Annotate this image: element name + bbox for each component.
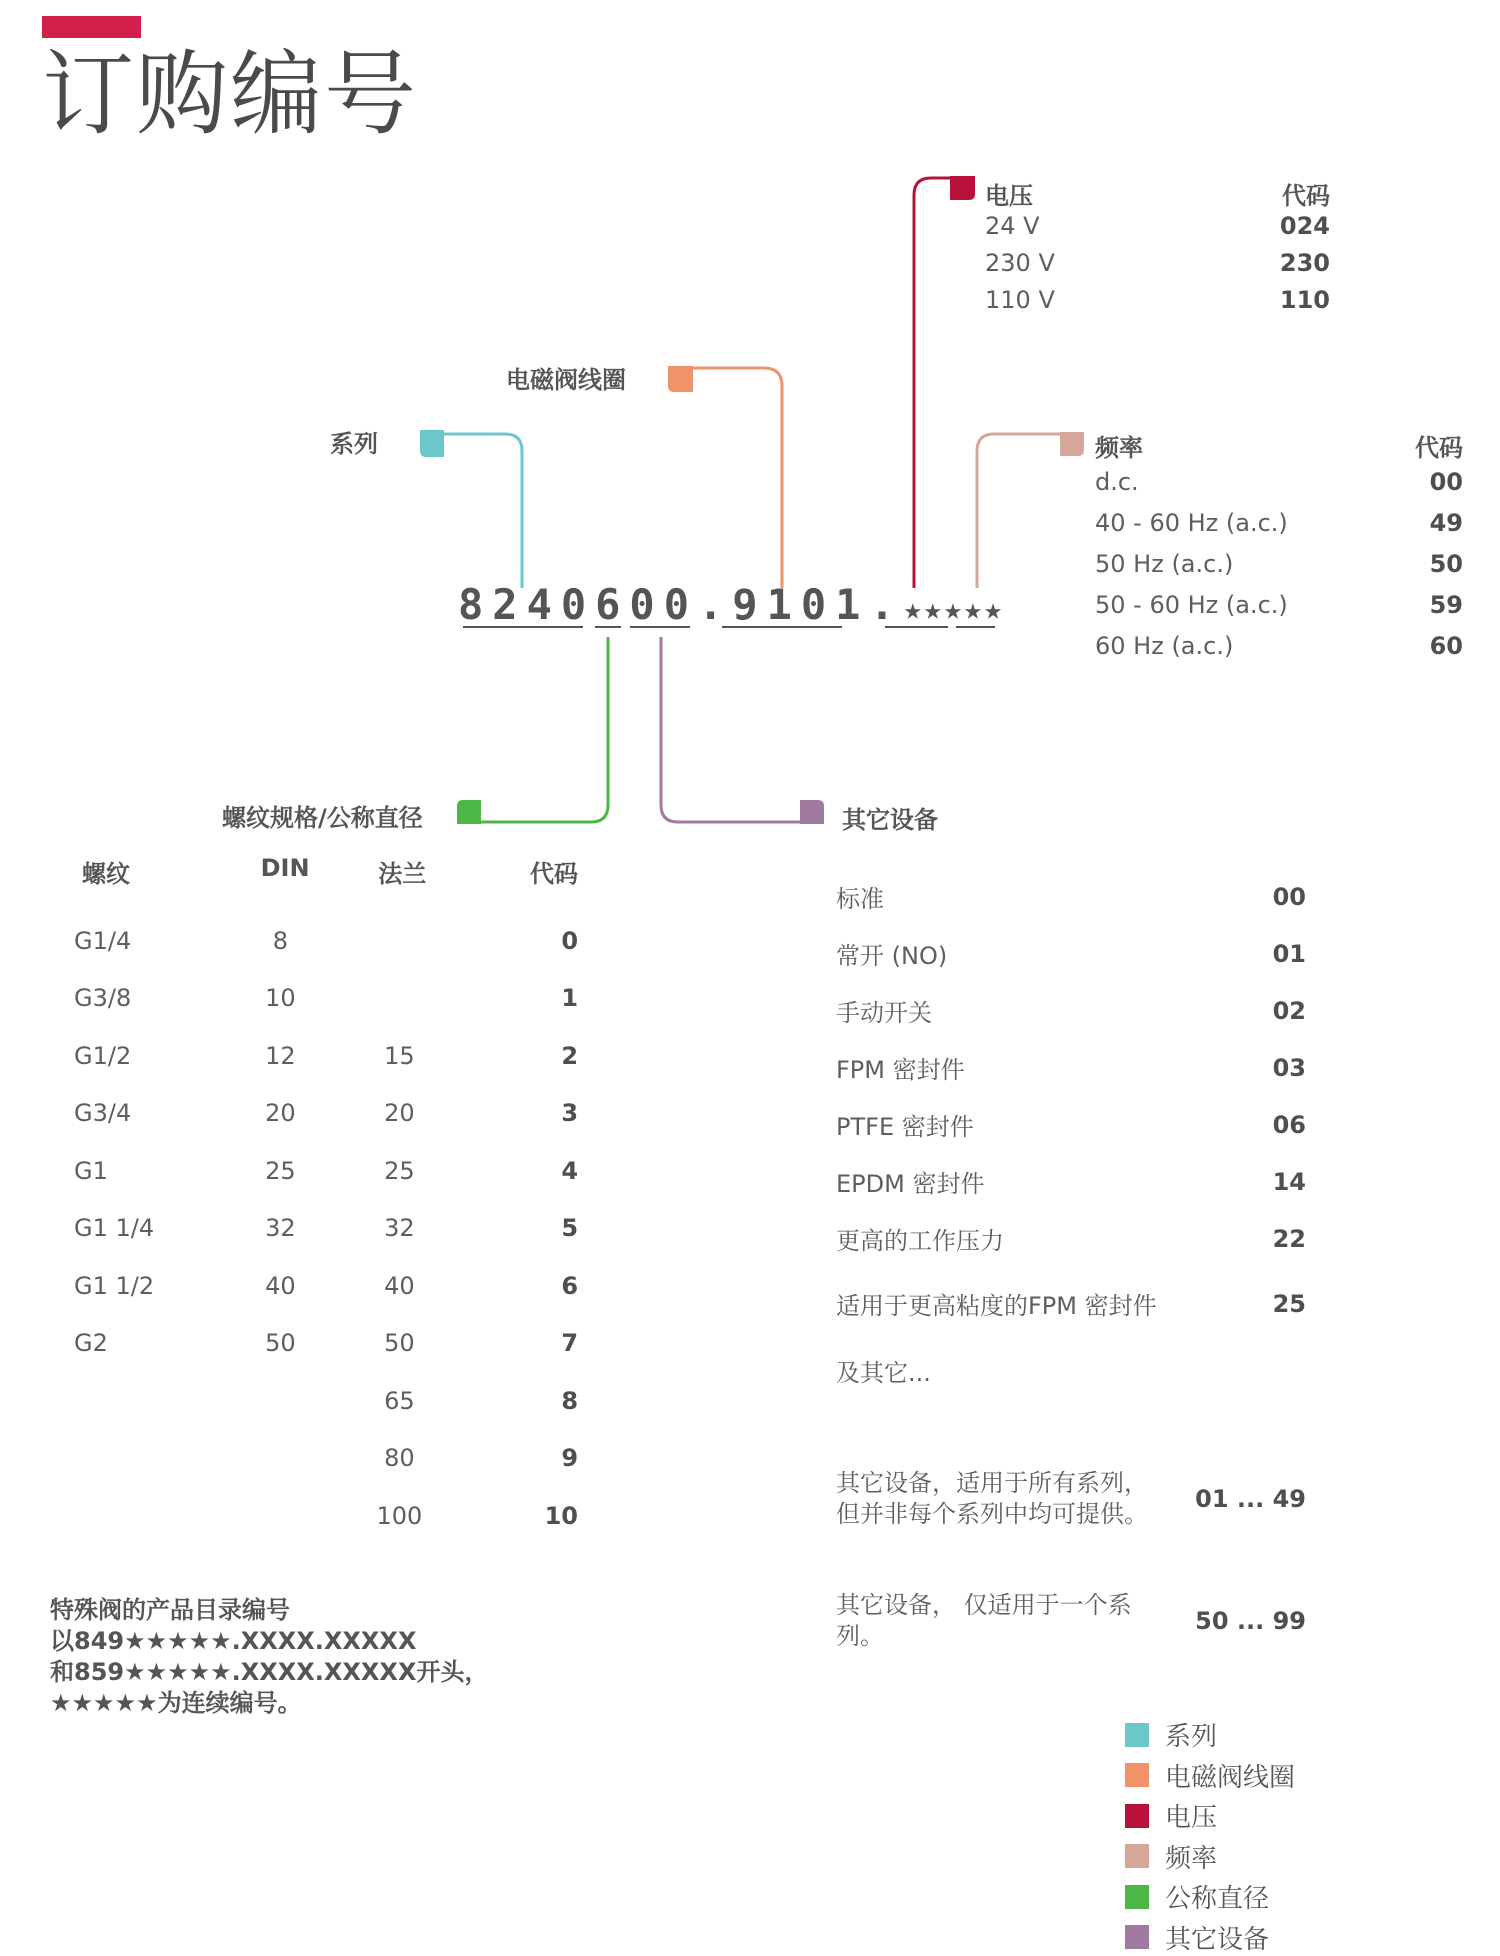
frequency-table: [1095, 428, 1463, 673]
table-row: G1 1/2 40 40 6: [74, 1271, 579, 1300]
legend-swatch-icon: [1125, 1723, 1149, 1747]
voltage-table: [985, 176, 1330, 323]
coil-connector-line: [668, 368, 782, 588]
table-row: 50 Hz (a.c.) 50: [1095, 550, 1463, 578]
coil-chip-icon: [668, 366, 693, 392]
table-row: d.c. 00: [1095, 468, 1463, 496]
legend-swatch-icon: [1125, 1763, 1149, 1787]
table-row: 50 - 60 Hz (a.c.) 59: [1095, 591, 1463, 619]
table-row: 及其它...: [836, 1358, 931, 1387]
thread-table: [70, 854, 578, 1545]
other-label: 其它设备: [842, 806, 938, 834]
order-code: [458, 580, 1004, 629]
table-row: 手动开关 02: [836, 996, 1306, 1027]
special-valve-note: 特殊阀的产品目录编号 以849★★★★★.XXXX.XXXXX 和859★★★★★.XXXX.XXXXX开头， ★★★★★为连续编号。: [50, 1596, 489, 1717]
table-row: 标准 00: [836, 882, 1306, 913]
table-header-row: 螺纹 DIN 法兰 代码: [82, 854, 579, 888]
table-row: 24 V 024: [985, 212, 1330, 240]
other-table: [836, 868, 1306, 1400]
table-row: G3/8 10 1: [74, 984, 579, 1013]
order-code-stars: ★★★★★: [903, 592, 1005, 627]
table-row: FPM 密封件 03: [836, 1053, 1306, 1084]
frequency-chip-icon: [1060, 432, 1084, 456]
legend-swatch-icon: [1125, 1885, 1149, 1909]
table-row: 40 - 60 Hz (a.c.) 49: [1095, 509, 1463, 537]
series-connector-line: [420, 434, 522, 588]
series-chip-icon: [420, 430, 444, 457]
table-row: 更高的工作压力 22: [836, 1224, 1306, 1255]
legend-swatch-icon: [1125, 1804, 1149, 1828]
table-row: G1/2 12 15 2: [74, 1041, 579, 1070]
table-row: G3/4 20 20 3: [74, 1099, 579, 1128]
diameter-connector-line: [457, 637, 608, 822]
legend-swatch-icon: [1125, 1925, 1149, 1949]
table-row: G2 50 50 7: [74, 1329, 579, 1358]
table-row: G1/4 8 0: [74, 926, 579, 955]
thread-label: 螺纹规格/公称直径: [222, 804, 423, 832]
table-row: 适用于更高粘度的FPM 密封件 25: [836, 1289, 1306, 1320]
table-row: EPDM 密封件 14: [836, 1167, 1306, 1198]
table-row: 80 9: [384, 1444, 579, 1473]
legend-swatch-icon: [1125, 1844, 1149, 1868]
table-row: 60 Hz (a.c.) 60: [1095, 632, 1463, 660]
legend-item: 其它设备: [1125, 1919, 1269, 1956]
table-row: G1 25 25 4: [74, 1156, 579, 1185]
table-row: 65 8: [384, 1386, 579, 1415]
other-chip-icon: [800, 800, 824, 824]
voltage-header: 电压: [985, 182, 1033, 210]
order-code-digits: 8240600.9101.: [458, 580, 904, 629]
series-label: 系列: [330, 430, 378, 458]
table-row: 100 10: [376, 1501, 579, 1530]
frequency-header: 频率: [1095, 434, 1143, 462]
table-row: 230 V 230: [985, 249, 1330, 277]
diameter-chip-icon: [457, 800, 481, 824]
voltage-code-header: 代码: [1282, 182, 1330, 210]
legend-item: 电磁阀线圈: [1125, 1757, 1295, 1794]
voltage-chip-icon: [950, 176, 975, 200]
legend-item: 电压: [1125, 1797, 1217, 1834]
table-row: PTFE 密封件 06: [836, 1110, 1306, 1141]
table-row: 110 V 110: [985, 286, 1330, 314]
other-connector-line: [661, 637, 824, 822]
legend-item: 频率: [1125, 1838, 1217, 1875]
page-title: 订购编号: [42, 41, 419, 148]
table-row: G1 1/4 32 32 5: [74, 1214, 579, 1243]
other-extra-row-1: 其它设备，适用于所有系列， 但并非每个系列中均可提供。 01 ... 49: [836, 1469, 1306, 1528]
legend-item: 系列: [1125, 1716, 1217, 1753]
other-extra-row-2: 其它设备， 仅适用于一个系 列。 50 ... 99: [836, 1591, 1306, 1650]
frequency-code-header: 代码: [1415, 434, 1463, 462]
voltage-connector-line: [914, 178, 973, 588]
frequency-connector-line: [977, 434, 1060, 588]
coil-label: 电磁阀线圈: [506, 366, 626, 394]
legend-item: 公称直径: [1125, 1878, 1269, 1915]
table-row: 常开 (NO) 01: [836, 939, 1306, 970]
